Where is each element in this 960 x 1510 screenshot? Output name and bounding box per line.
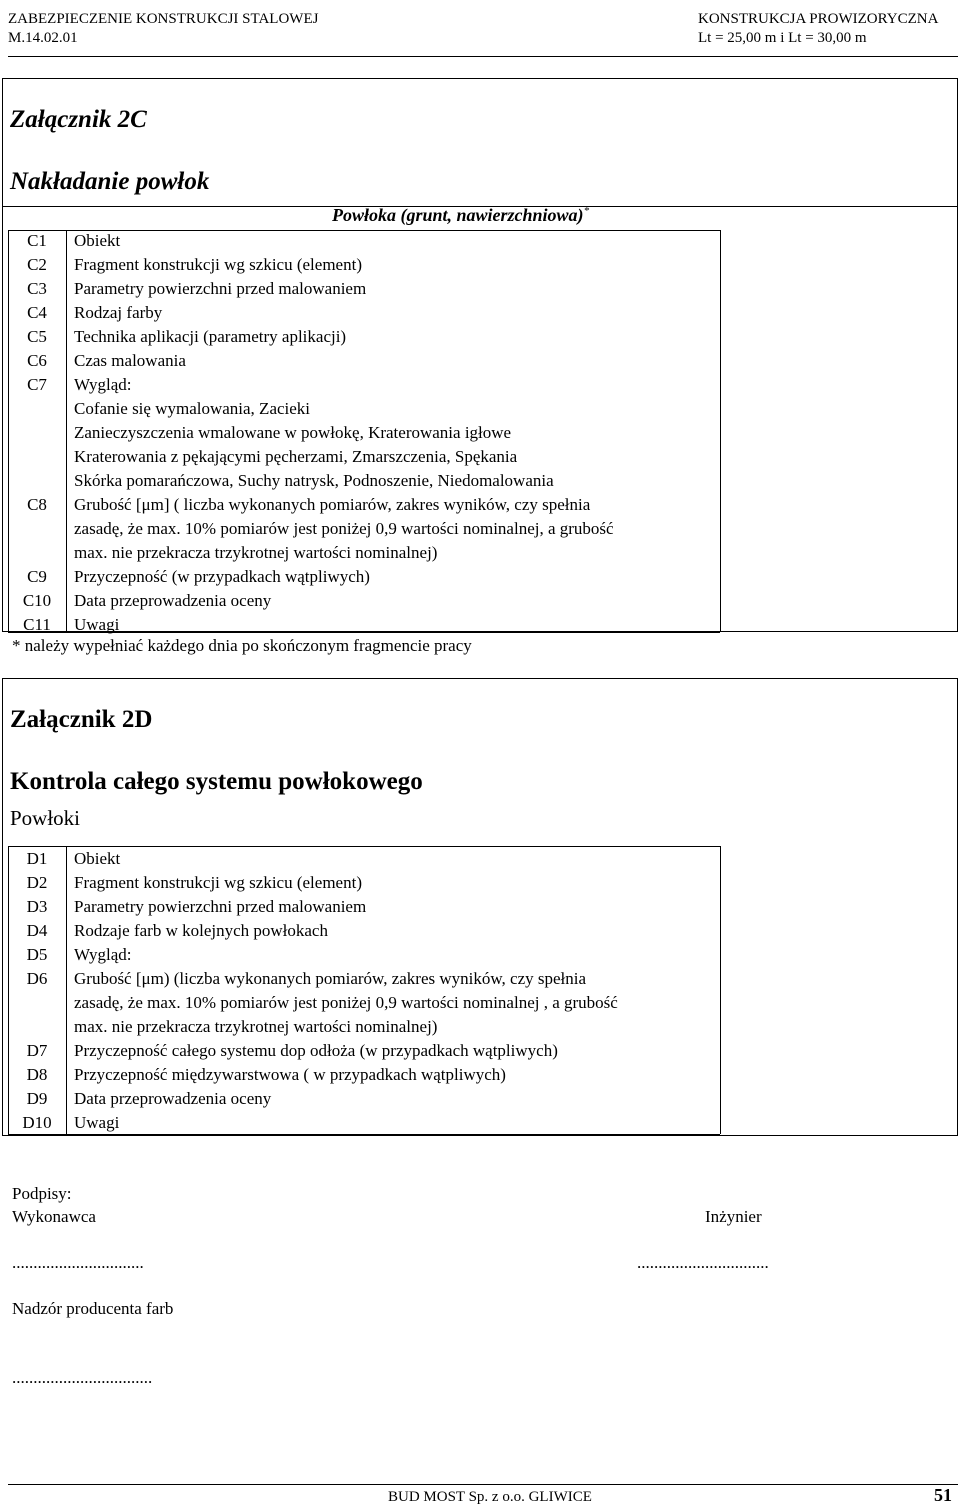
section-c-subtitle: Nakładanie powłok [10, 168, 210, 195]
row-code: C7 [27, 375, 47, 394]
row-text: Przyczepność międzywarstwowa ( w przypadkach wątpliwych) [74, 1065, 506, 1084]
row-text: Rodzaje farb w kolejnych powłokach [74, 921, 328, 940]
row-code: C5 [27, 327, 47, 346]
row-code: C2 [27, 255, 47, 274]
footnote: * należy wypełniać każdego dnia po skończonym fragmencie pracy [12, 636, 472, 655]
page-number: 51 [934, 1485, 952, 1505]
row-code: D1 [26, 849, 48, 868]
header-right [698, 10, 938, 48]
row-code: D10 [22, 1113, 52, 1132]
row-code: C9 [27, 567, 47, 586]
row-code: C6 [27, 351, 47, 370]
signature-contractor-line[interactable]: ............................... [12, 1253, 144, 1272]
row-text: Wygląd: [74, 945, 132, 964]
section-d-title: Załącznik 2D [10, 706, 153, 733]
row-text: zasadę, że max. 10% pomiarów jest poniżej 0,9 wartości nominalnej, a grubość [74, 519, 614, 538]
row-text: Parametry powierzchni przed malowaniem [74, 897, 367, 916]
row-text: Obiekt [74, 231, 121, 250]
coating-column-header-text: Powłoka (grunt, nawierzchniowa) [332, 205, 584, 225]
row-text: Czas malowania [74, 351, 186, 370]
row-text: Fragment konstrukcji wg szkicu (element) [74, 255, 362, 274]
row-text: Data przeprowadzenia oceny [74, 591, 272, 610]
footer-company: BUD MOST Sp. z o.o. GLIWICE [388, 1489, 592, 1505]
signature-contractor-label: Wykonawca [12, 1207, 96, 1226]
row-text: Zanieczyszczenia wmalowane w powłokę, Kraterowania igłowe [74, 423, 512, 442]
row-text: Przyczepność (w przypadkach wątpliwych) [74, 567, 370, 586]
section-c-title: Załącznik 2C [10, 106, 147, 133]
coating-column-header [332, 205, 589, 226]
row-code: D7 [26, 1041, 48, 1060]
row-text: Uwagi [74, 615, 120, 634]
row-code: C11 [23, 615, 51, 634]
row-code: C3 [27, 279, 47, 298]
row-text: Przyczepność całego systemu dop odłoża (w przypadkach wątpliwych) [74, 1041, 558, 1060]
header-divider [8, 56, 958, 57]
row-text: Fragment konstrukcji wg szkicu (element) [74, 873, 362, 892]
header-left [8, 10, 318, 48]
row-text: max. nie przekracza trzykrotnej wartości nominalnej) [74, 1017, 438, 1036]
table-c-right-border [720, 230, 721, 632]
signature-supervisor-label: Nadzór producenta farb [12, 1299, 174, 1318]
row-text: Obiekt [74, 849, 121, 868]
row-text: Technika aplikacji (parametry aplikacji) [74, 327, 347, 346]
signature-engineer-label: Inżynier [705, 1207, 762, 1226]
footer-divider [8, 1484, 958, 1485]
signatures-heading: Podpisy: [12, 1184, 72, 1203]
row-code: D5 [26, 945, 48, 964]
row-text: Uwagi [74, 1113, 120, 1132]
header-right-line1: KONSTRUKCJA PROWIZORYCZNA [698, 11, 939, 27]
table-d-code-divider [66, 846, 67, 1134]
row-text: Kraterowania z pękającymi pęcherzami, Zmarszczenia, Spękania [74, 447, 518, 466]
row-text: Grubość [μm] ( liczba wykonanych pomiarów, zakres wyników, czy spełnia [74, 495, 591, 514]
section-d-subtitle: Kontrola całego systemu powłokowego [10, 768, 423, 795]
header-left-line2: M.14.02.01 [8, 30, 78, 46]
row-code: D9 [26, 1089, 48, 1108]
row-text: Wygląd: [74, 375, 132, 394]
footnote-mark: * [583, 205, 590, 217]
row-code: D2 [26, 873, 48, 892]
row-code: C4 [27, 303, 47, 322]
row-text: Data przeprowadzenia oceny [74, 1089, 272, 1108]
signature-supervisor-line[interactable]: ................................. [12, 1368, 153, 1387]
row-code: C10 [22, 591, 52, 610]
row-text: Skórka pomarańczowa, Suchy natrysk, Podnoszenie, Niedomalowania [74, 471, 554, 490]
row-text: Grubość [μm) (liczba wykonanych pomiarów, zakres wyników, czy spełnia [74, 969, 587, 988]
row-code: D4 [26, 921, 48, 940]
row-code: D8 [26, 1065, 48, 1084]
row-text: Parametry powierzchni przed malowaniem [74, 279, 367, 298]
table-c-code-divider [66, 230, 67, 632]
row-code: D3 [26, 897, 48, 916]
row-text: Cofanie się wymalowania, Zacieki [74, 399, 311, 418]
signature-engineer-line[interactable]: ............................... [637, 1253, 769, 1272]
row-code: C1 [27, 231, 47, 250]
header-left-line1: ZABEZPIECZENIE KONSTRUKCJI STALOWEJ [8, 11, 319, 27]
section-d-label: Powłoki [10, 806, 81, 830]
table-d-right-border [720, 846, 721, 1134]
row-code: C8 [27, 495, 47, 514]
row-text: Rodzaj farby [74, 303, 163, 322]
row-code: D6 [26, 969, 48, 988]
row-text: zasadę, że max. 10% pomiarów jest poniżej 0,9 wartości nominalnej , a grubość [74, 993, 618, 1012]
header-right-line2: Lt = 25,00 m i Lt = 30,00 m [698, 30, 867, 46]
row-text: max. nie przekracza trzykrotnej wartości nominalnej) [74, 543, 438, 562]
